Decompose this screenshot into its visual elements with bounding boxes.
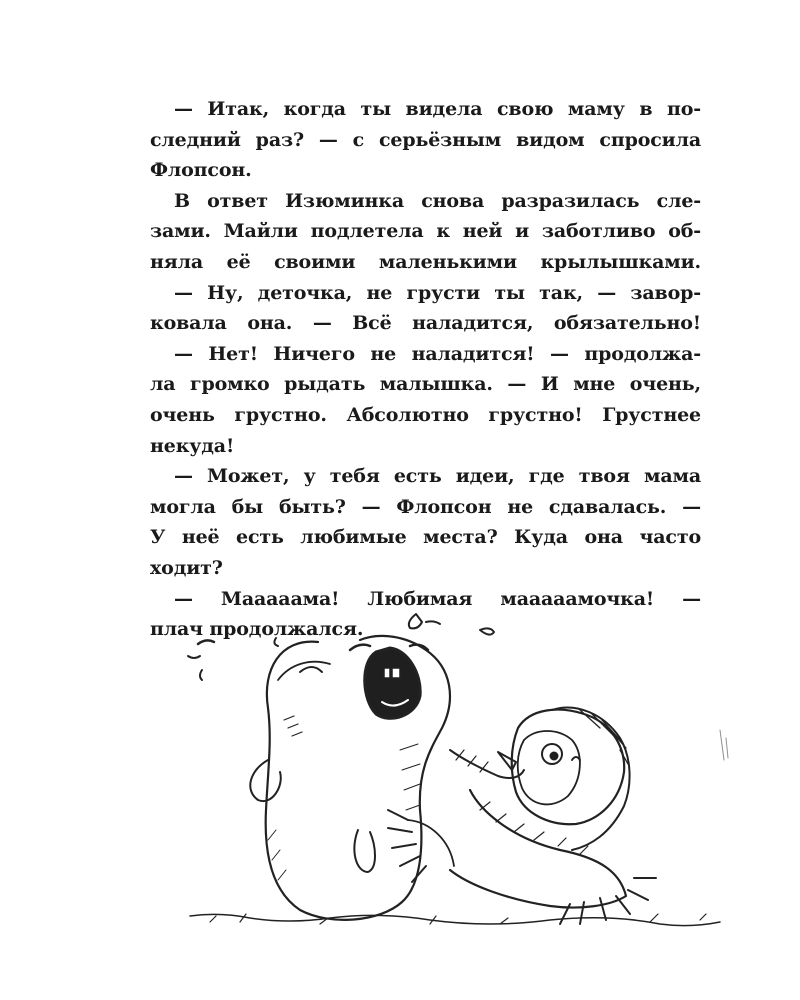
- text-line: ковала она. — Всё наладится, обязательно!: [150, 312, 701, 335]
- story-text: [150, 94, 701, 645]
- text-line: могла бы быть? — Флопсон не сдавалась. —: [150, 495, 701, 518]
- ground-line: [190, 914, 720, 925]
- tear-drop: [480, 628, 494, 634]
- text-line: зами. Майли подлетела к ней и заботливо об-: [150, 220, 701, 243]
- text-line: — Может, у тебя есть идеи, где твоя мама: [174, 465, 701, 488]
- crying-hamster-and-penguin-illustration: [180, 610, 740, 940]
- text-line: ла громко рыдать малышка. — И мне очень,: [150, 373, 701, 396]
- text-line: некуда!: [150, 434, 235, 457]
- hamster-mouth: [365, 648, 420, 718]
- tear-drop: [409, 614, 422, 628]
- hamster-body: [266, 636, 450, 920]
- text-line: ходит?: [150, 556, 223, 579]
- sketch-drawing: [180, 610, 740, 940]
- text-line: плач продолжался.: [150, 618, 364, 641]
- text-line: следний раз? — с серьёзным видом спросила: [150, 128, 701, 151]
- text-line: В ответ Изюминка снова разразилась сле-: [174, 189, 701, 212]
- penguin-body: [450, 790, 626, 908]
- text-line: — Мааааама! Любимая мааааамочка! —: [174, 587, 701, 610]
- text-line: няла её своими маленькими крылышками.: [150, 250, 701, 273]
- text-line: — Итак, когда ты видела свою маму в по-: [174, 98, 701, 120]
- text-line: — Нет! Ничего не наладится! — продолжа-: [174, 342, 701, 365]
- tear-drop: [198, 640, 214, 644]
- penguin-head: [512, 710, 624, 825]
- text-line: Флопсон.: [150, 159, 252, 182]
- text-line: очень грустно. Абсолютно грустно! Грустнее: [150, 403, 701, 426]
- text-line: У неё есть любимые места? Куда она часто: [150, 526, 701, 549]
- text-line: — Ну, деточка, не грусти ты так, — завор-: [174, 281, 701, 304]
